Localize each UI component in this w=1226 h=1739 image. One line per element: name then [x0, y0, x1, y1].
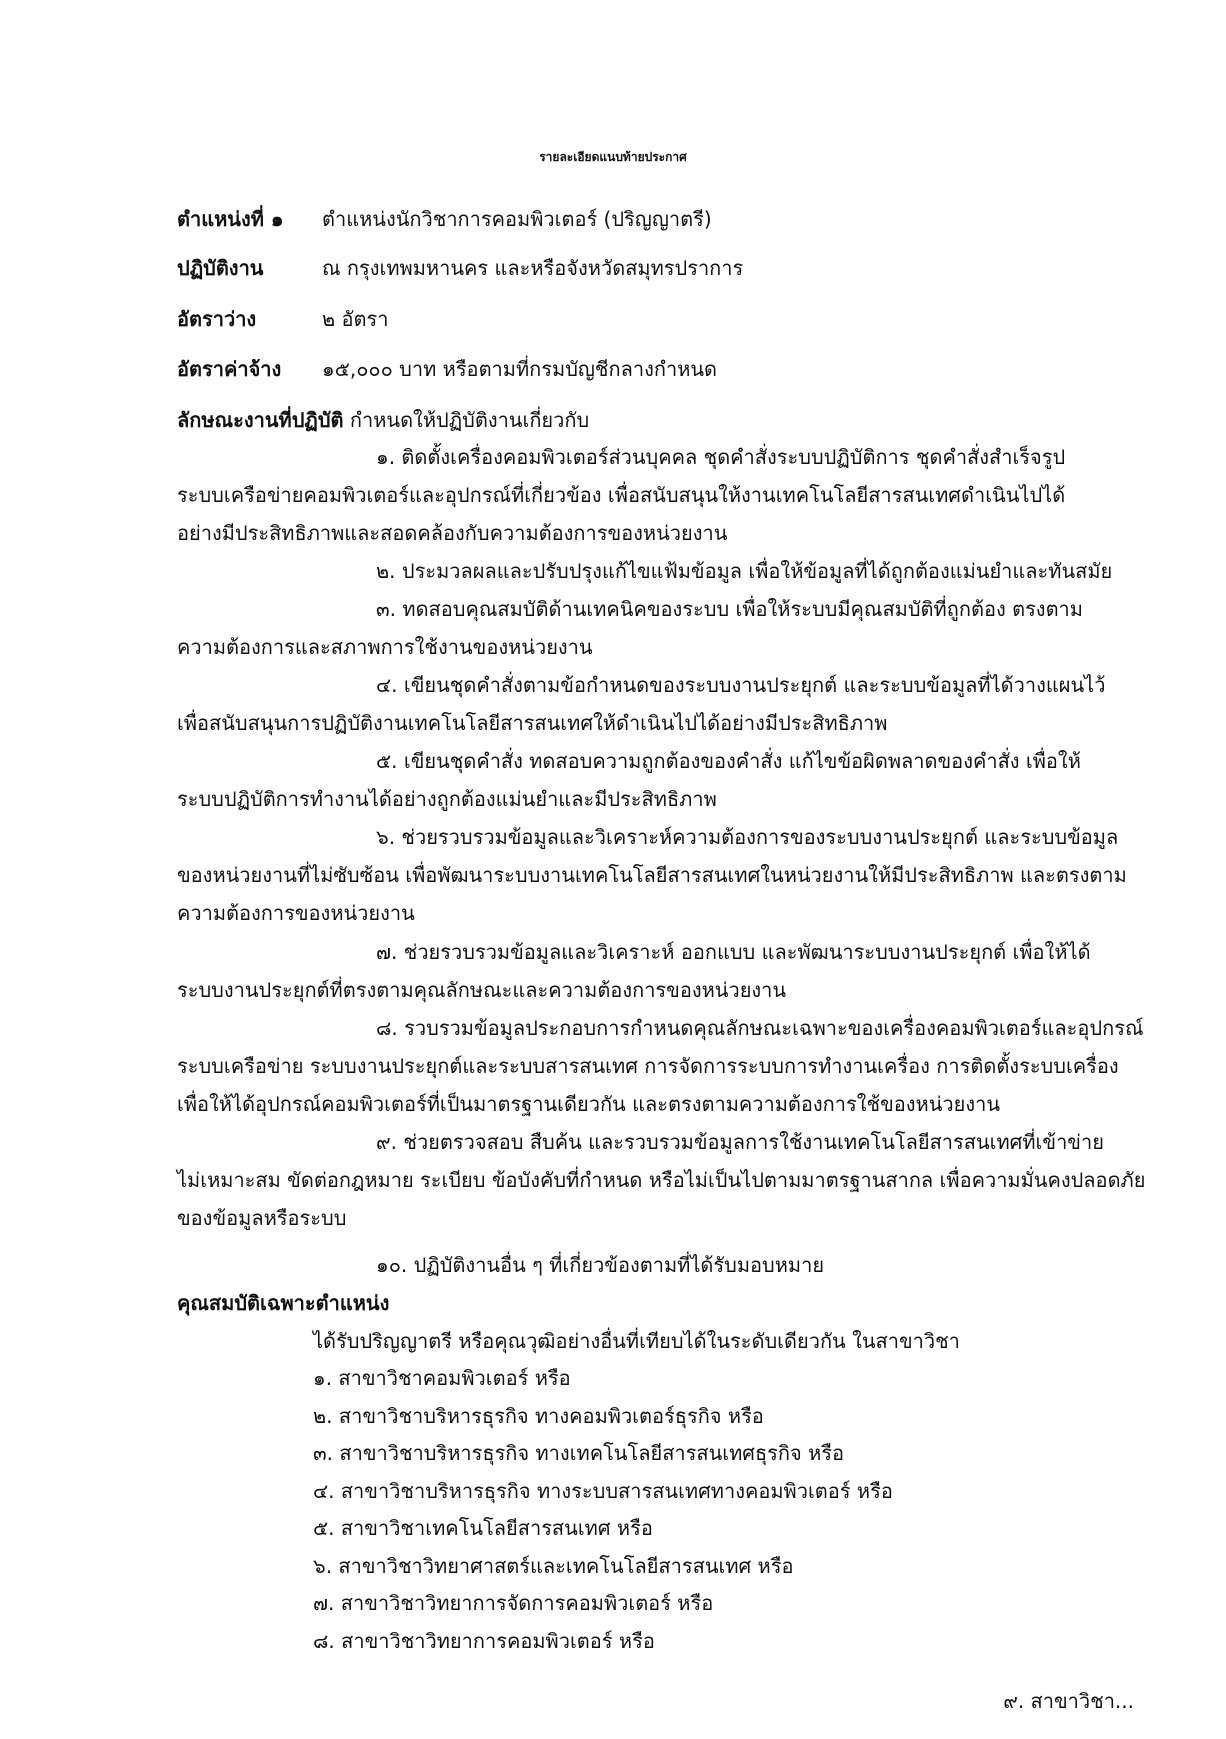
duties-intro: กำหนดให้ปฏิบัติงานเกี่ยวกับ: [349, 408, 590, 432]
workplace-label: ปฏิบัติงาน: [177, 256, 264, 280]
qualifications-intro: ได้รับปริญญาตรี หรือคุณวุฒิอย่างอื่นที่เทียบได้ในระดับเดียวกัน ในสาขาวิชา: [313, 1329, 960, 1353]
duty-line: ความต้องการของหน่วยงาน: [177, 901, 415, 925]
duty-line: ไม่เหมาะสม ขัดต่อกฎหมาย ระเบียบ ข้อบังคับที่กำหนด หรือไม่เป็นไปตามมาตรฐานสากล เพื่อความมั่นคงปลอดภัย: [177, 1168, 1146, 1192]
duty-line: ๑๐. ปฏิบัติงานอื่น ๆ ที่เกี่ยวข้องตามที่ได้รับมอบหมาย: [376, 1253, 825, 1277]
duty-line: อย่างมีประสิทธิภาพและสอดคล้องกับความต้องการของหน่วยงาน: [177, 521, 728, 545]
duty-line: ๙. ช่วยตรวจสอบ สืบค้น และรวบรวมข้อมูลการใช้งานเทคโนโลยีสารสนเทศที่เข้าข่าย: [376, 1130, 1104, 1154]
qualification-item: ๗. สาขาวิชาวิทยาการจัดการคอมพิวเตอร์ หรือ: [313, 1591, 714, 1615]
duty-line: ๖. ช่วยรวบรวมข้อมูลและวิเคราะห์ความต้องการของระบบงานประยุกต์ และระบบข้อมูล: [376, 825, 1119, 849]
vacancy-label: อัตราว่าง: [177, 307, 257, 331]
duty-line: ของหน่วยงานที่ไม่ซับซ้อน เพื่อพัฒนาระบบงานเทคโนโลยีสารสนเทศในหน่วยงานให้มีประสิทธิภาพ และตรงตาม: [177, 863, 1127, 887]
qualification-item: ๖. สาขาวิชาวิทยาศาสตร์และเทคโนโลยีสารสนเทศ หรือ: [313, 1554, 794, 1578]
duty-line: ๒. ประมวลผลและปรับปรุงแก้ไขแฟ้มข้อมูล เพื่อให้ข้อมูลที่ได้ถูกต้องแม่นยำและทันสมัย: [376, 559, 1113, 583]
duty-line: ๑. ติดตั้งเครื่องคอมพิวเตอร์ส่วนบุคคล ชุดคำสั่งระบบปฏิบัติการ ชุดคำสั่งสำเร็จรูป: [376, 445, 1066, 469]
continuation-note: ๙. สาขาวิชา...: [1003, 1689, 1134, 1713]
qualification-item: ๕. สาขาวิชาเทคโนโลยีสารสนเทศ หรือ: [313, 1516, 653, 1540]
qualification-item: ๑. สาขาวิชาคอมพิวเตอร์ หรือ: [313, 1366, 571, 1390]
qualifications-heading: คุณสมบัติเฉพาะตำแหน่ง: [177, 1291, 390, 1315]
duty-line: ระบบปฏิบัติการทำงานได้อย่างถูกต้องแม่นยำและมีประสิทธิภาพ: [177, 787, 717, 811]
duties-heading: ลักษณะงานที่ปฏิบัติ: [177, 408, 344, 432]
duty-line: ๔. เขียนชุดคำสั่งตามข้อกำหนดของระบบงานประยุกต์ และระบบข้อมูลที่ได้วางแผนไว้: [376, 673, 1106, 697]
page-title: รายละเอียดแนบท้ายประกาศ: [539, 150, 687, 164]
duty-line: ระบบเครือข่ายคอมพิวเตอร์และอุปกรณ์ที่เกี่ยวข้อง เพื่อสนับสนุนให้งานเทคโนโลยีสารสนเทศดำเนินไปได้: [177, 483, 1066, 507]
duties-heading-line: [177, 406, 589, 434]
qualification-item: ๘. สาขาวิชาวิทยาการคอมพิวเตอร์ หรือ: [313, 1629, 655, 1653]
salary-value: ๑๕,๐๐๐ บาท หรือตามที่กรมบัญชีกลางกำหนด: [322, 357, 718, 381]
duty-line: ระบบงานประยุกต์ที่ตรงตามคุณลักษณะและความต้องการของหน่วยงาน: [177, 978, 787, 1002]
duty-line: ๗. ช่วยรวบรวมข้อมูลและวิเคราะห์ ออกแบบ และพัฒนาระบบงานประยุกต์ เพื่อให้ได้: [376, 940, 1091, 964]
duty-line: ของข้อมูลหรือระบบ: [177, 1206, 347, 1230]
duty-line: ๕. เขียนชุดคำสั่ง ทดสอบความถูกต้องของคำสั่ง แก้ไขข้อผิดพลาดของคำสั่ง เพื่อให้: [376, 749, 1081, 773]
duty-line: ระบบเครือข่าย ระบบงานประยุกต์และระบบสารสนเทศ การจัดการระบบการทำงานเครื่อง การติดตั้งระบบเครื่อง: [177, 1054, 1119, 1078]
position-label: ตำแหน่งที่ ๑: [177, 207, 284, 231]
duty-line: เพื่อสนับสนุนการปฏิบัติงานเทคโนโลยีสารสนเทศให้ดำเนินไปได้อย่างมีประสิทธิภาพ: [177, 711, 888, 735]
qualification-item: ๒. สาขาวิชาบริหารธุรกิจ ทางคอมพิวเตอร์ธุรกิจ หรือ: [313, 1404, 764, 1428]
qualification-item: ๔. สาขาวิชาบริหารธุรกิจ ทางระบบสารสนเทศทางคอมพิวเตอร์ หรือ: [313, 1479, 893, 1503]
vacancy-value: ๒ อัตรา: [322, 307, 389, 331]
duty-line: ๓. ทดสอบคุณสมบัติด้านเทคนิคของระบบ เพื่อให้ระบบมีคุณสมบัติที่ถูกต้อง ตรงตาม: [376, 597, 1083, 621]
qualification-item: ๓. สาขาวิชาบริหารธุรกิจ ทางเทคโนโลยีสารสนเทศธุรกิจ หรือ: [313, 1441, 845, 1465]
position-value: ตำแหน่งนักวิชาการคอมพิวเตอร์ (ปริญญาตรี): [322, 207, 712, 231]
duty-line: ๘. รวบรวมข้อมูลประกอบการกำหนดคุณลักษณะเฉพาะของเครื่องคอมพิวเตอร์และอุปกรณ์: [376, 1016, 1144, 1040]
salary-label: อัตราค่าจ้าง: [177, 357, 282, 381]
duty-line: ความต้องการและสภาพการใช้งานของหน่วยงาน: [177, 635, 593, 659]
duty-line: เพื่อให้ได้อุปกรณ์คอมพิวเตอร์ที่เป็นมาตรฐานเดียวกัน และตรงตามความต้องการใช้ของหน่วยงาน: [177, 1092, 1001, 1116]
workplace-value: ณ กรุงเทพมหานคร และหรือจังหวัดสมุทรปราการ: [322, 256, 744, 280]
